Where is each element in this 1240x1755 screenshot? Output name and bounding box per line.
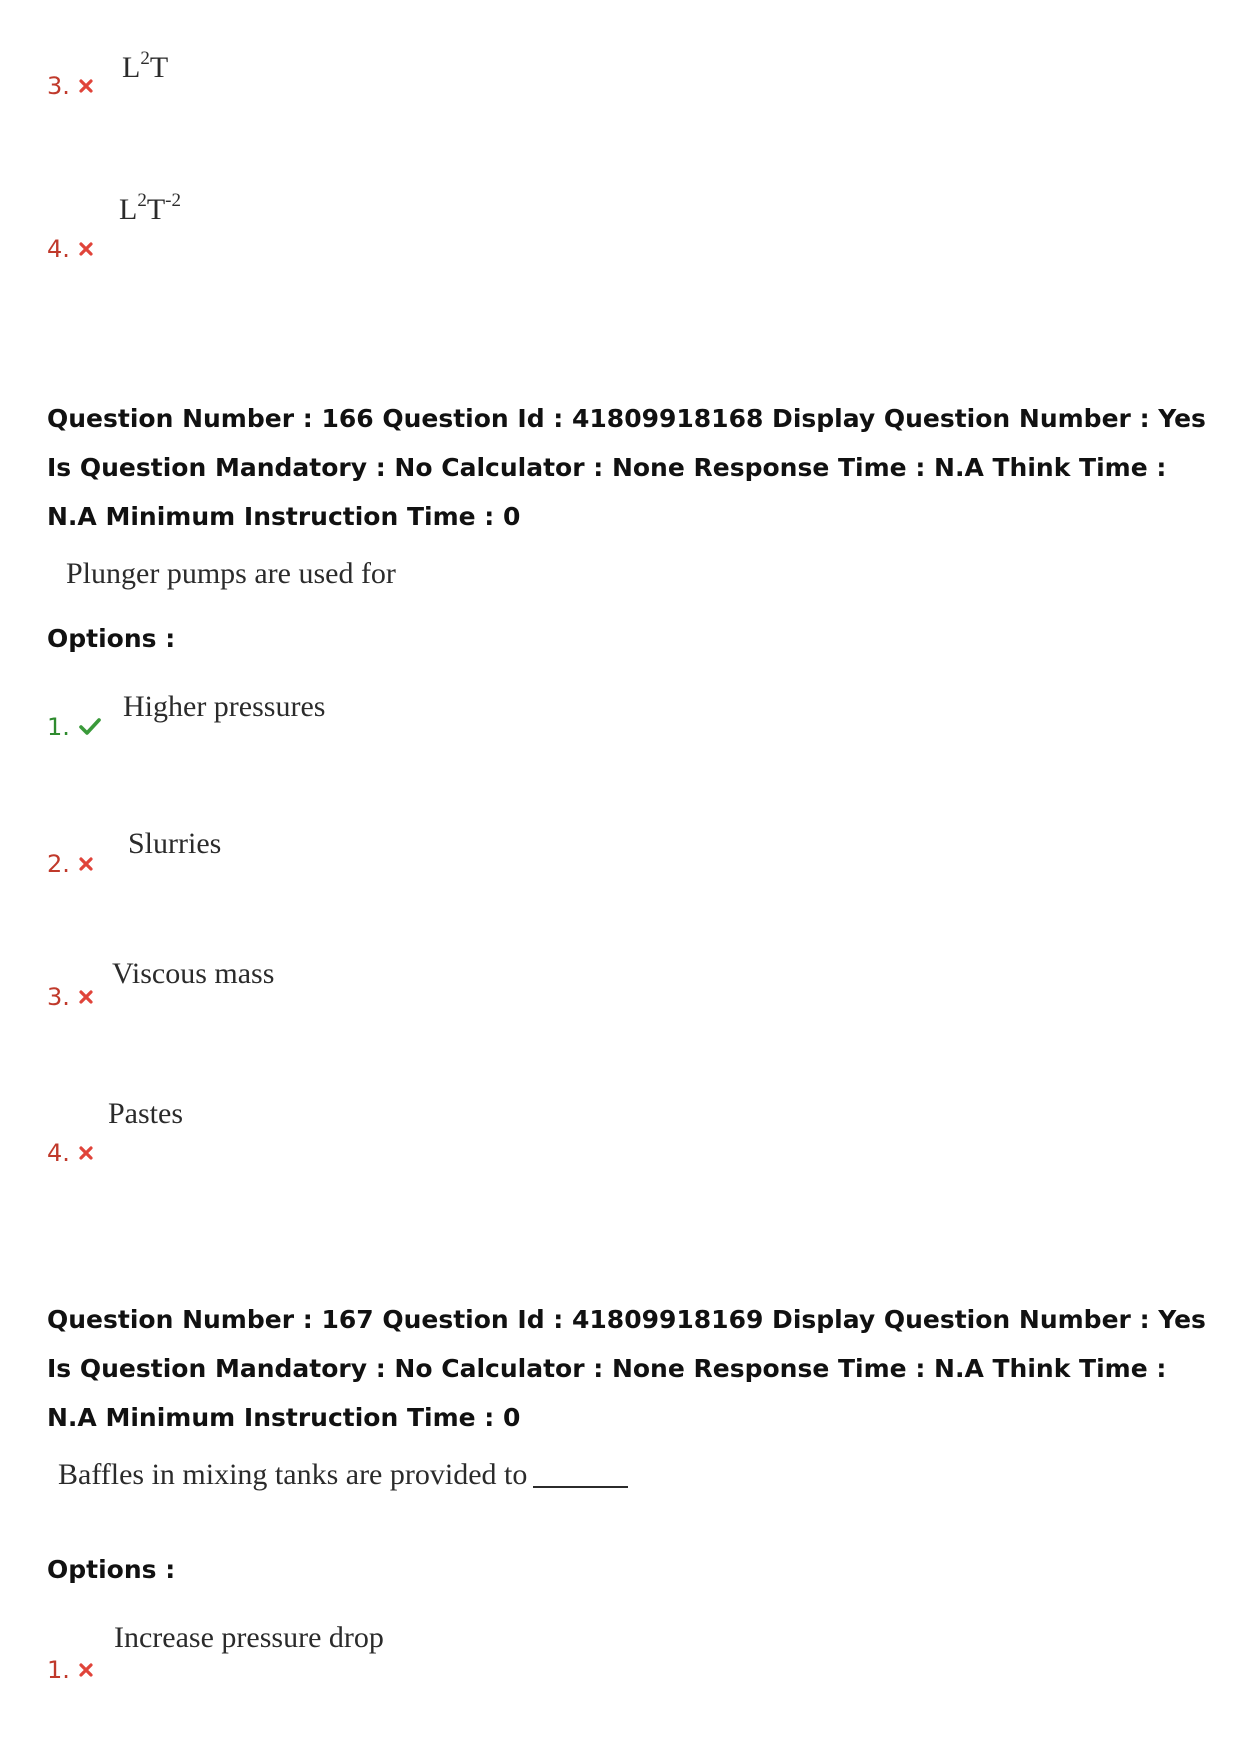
cross-icon (78, 1662, 94, 1678)
q166-option-1-number: 1. (47, 713, 102, 741)
prev-option-4-text: $L^2T^{-2}$ (119, 190, 181, 226)
q167-option-1-text: Increase pressure drop (114, 1621, 384, 1654)
q166-option-3-number: 3. (47, 983, 94, 1011)
answer-blank (533, 1486, 628, 1488)
cross-icon (78, 856, 94, 872)
question-167-stem: Baffles in mixing tanks are provided to (58, 1458, 628, 1492)
question-167-options-label: Options : (47, 1555, 176, 1584)
question-167-header: Question Number : 167 Question Id : 41809918169 Display Question Number : Yes Is Question Mandatory : No Calculator : None Response Time : N.A Think Time : N.A Minimum Instruction Time : 0 (47, 1305, 1206, 1432)
q166-option-1-text: Higher pressures (123, 690, 326, 723)
cross-icon (78, 241, 94, 257)
q166-option-4-number: 4. (47, 1139, 94, 1167)
cross-icon (78, 78, 94, 94)
cross-icon (78, 989, 94, 1005)
q166-option-2-text: Slurries (128, 827, 222, 860)
q166-option-3-text: Viscous mass (112, 957, 275, 990)
question-166-stem: Plunger pumps are used for (66, 557, 396, 590)
prev-option-3-number: 3. (47, 72, 94, 100)
prev-option-4-number: 4. (47, 235, 94, 263)
question-166-options-label: Options : (47, 624, 176, 653)
prev-option-3-text: $L^2T$ (122, 48, 169, 84)
check-icon (78, 717, 102, 737)
q167-option-1-number: 1. (47, 1656, 94, 1684)
question-166-header: Question Number : 166 Question Id : 41809918168 Display Question Number : Yes Is Question Mandatory : No Calculator : None Response Time : N.A Think Time : N.A Minimum Instruction Time : 0 (47, 404, 1206, 531)
cross-icon (78, 1145, 94, 1161)
q166-option-2-number: 2. (47, 850, 94, 878)
q166-option-4-text: Pastes (108, 1097, 183, 1130)
